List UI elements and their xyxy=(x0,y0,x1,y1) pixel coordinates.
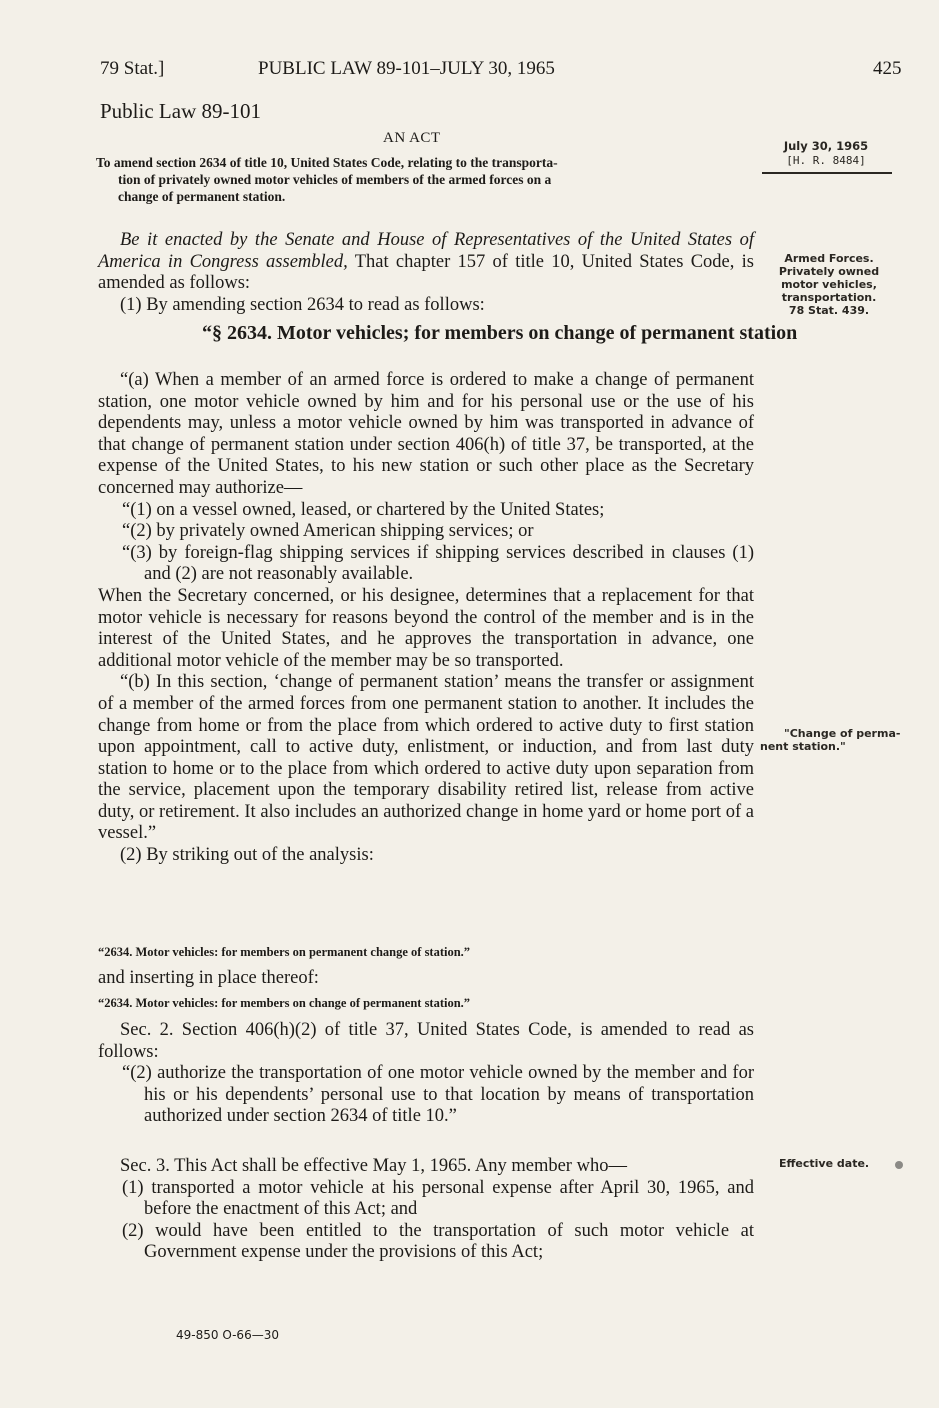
bullet-mark xyxy=(895,1161,903,1169)
paragraph-a-tail: When the Secretary concerned, or his designee, determines that a replacement for that motor vehicle is necessary for reasons beyond the control of the member and is in the interest of the United States, and he approves the transportation in advance, one additional motor vehicle of the member may be so transported. xyxy=(98,585,754,671)
margin-topic-line: motor vehicles, xyxy=(781,278,877,291)
sec3-text: Sec. 3. This Act shall be effective May 1, 1965. Any member who— xyxy=(120,1156,627,1176)
section-heading: “§ 2634. Motor vehicles; for members on change of permanent station xyxy=(202,322,798,344)
margin-date: July 30, 1965 xyxy=(783,139,869,153)
sec2-text: Sec. 2. Section 406(h)(2) of title 37, United States Code, is amended to read as follows: xyxy=(98,1020,754,1062)
amendment-clause-2: (2) By striking out of the analysis: xyxy=(120,845,374,866)
enacting-italic: Be it enacted by the Senate and House of Representatives of the United States of America in Congress assembled, xyxy=(98,230,754,272)
analysis-old: “2634. Motor vehicles: for members on permanent change of station.” xyxy=(98,945,471,959)
margin-topic-line: Armed Forces. xyxy=(784,252,874,265)
paragraph-b: “(b) In this section, ‘change of permanent station’ means the transfer or assignment of a member of the armed forces from one permanent station to another. It includes the change from home or from the place from which ordered to active duty to first station upon appointment, call to active duty, enlistment, or induction, and from last duty station to home or to the place from which ordered to active duty upon separation from the service, placement upon the temporary disability retired list, release from active duty, or retirement. It also includes an authorized change in home yard or home port of a vessel.” xyxy=(98,672,754,844)
paragraph-a: “(a) When a member of an armed force is ordered to make a change of permanent station, one motor vehicle owned by him and for his personal use or the use of his dependents may, unless a motor vehicle owned by him was transported in advance of that change of permanent station under section 406(h) of title 37, be transported, at the expense of the United States, to his new station or such other place as the Secretary concerned may authorize— xyxy=(98,370,754,498)
sec2-quote: “(2) authorize the transportation of one motor vehicle owned by the member and for his or his dependents’ personal use to that location by means of transportation authorized under section 2634 of title 10.” xyxy=(122,1063,754,1127)
enacting-rest: That chapter 157 of title 10, United States Code, is amended as follows: xyxy=(98,251,754,294)
margin-definition-line: nent station." xyxy=(760,740,846,753)
section-3 xyxy=(98,1156,754,1264)
act-heading: AN ACT xyxy=(383,130,441,146)
margin-rule xyxy=(762,172,892,174)
header-title: PUBLIC LAW 89-101–JULY 30, 1965 xyxy=(258,58,555,79)
footer-print-code: 49-850 O-66—30 xyxy=(176,1328,279,1342)
enacting-clause xyxy=(98,230,754,316)
list-item: “(3) by foreign-flag shipping services if shipping services described in clauses (1) and (2) are not reasonably available. xyxy=(122,542,754,585)
list-item: (2) would have been entitled to the transportation of such motor vehicle at Government expense under the provisions of this Act; xyxy=(122,1220,754,1263)
list-item: “(1) on a vessel owned, leased, or chartered by the United States; xyxy=(122,499,605,520)
margin-topic-line: Privately owned xyxy=(778,265,880,278)
section-2 xyxy=(98,1020,754,1128)
margin-bill-number: [H. R. 8484] xyxy=(786,154,866,167)
margin-definition-line: "Change of perma- xyxy=(784,727,901,740)
law-title: Public Law 89-101 xyxy=(100,99,261,123)
purpose-line-3: change of permanent station. xyxy=(118,189,286,204)
margin-effective-date: Effective date. xyxy=(779,1157,870,1170)
subsection-a xyxy=(98,370,754,867)
amendment-clause-1: (1) By amending section 2634 to read as follows: xyxy=(120,294,485,315)
and-inserting: and inserting in place thereof: xyxy=(98,968,319,988)
purpose-line-1: To amend section 2634 of title 10, United States Code, relating to the transporta- xyxy=(96,155,558,170)
list-item: (1) transported a motor vehicle at his personal expense after April 30, 1965, and before the enactment of this Act; and xyxy=(122,1177,754,1220)
header-volume: 79 Stat.] xyxy=(100,58,165,79)
margin-topic-line: transportation. xyxy=(781,291,877,304)
header-page-number: 425 xyxy=(873,58,902,79)
analysis-new: “2634. Motor vehicles: for members on change of permanent station.” xyxy=(98,996,471,1010)
purpose-line-2: tion of privately owned motor vehicles of members of the armed forces on a xyxy=(118,172,552,187)
margin-definition xyxy=(760,727,920,753)
list-item: “(2) by privately owned American shipping services; or xyxy=(122,521,534,542)
act-purpose xyxy=(96,154,756,205)
margin-topic-line: 78 Stat. 439. xyxy=(788,304,870,317)
margin-topic xyxy=(764,252,894,317)
